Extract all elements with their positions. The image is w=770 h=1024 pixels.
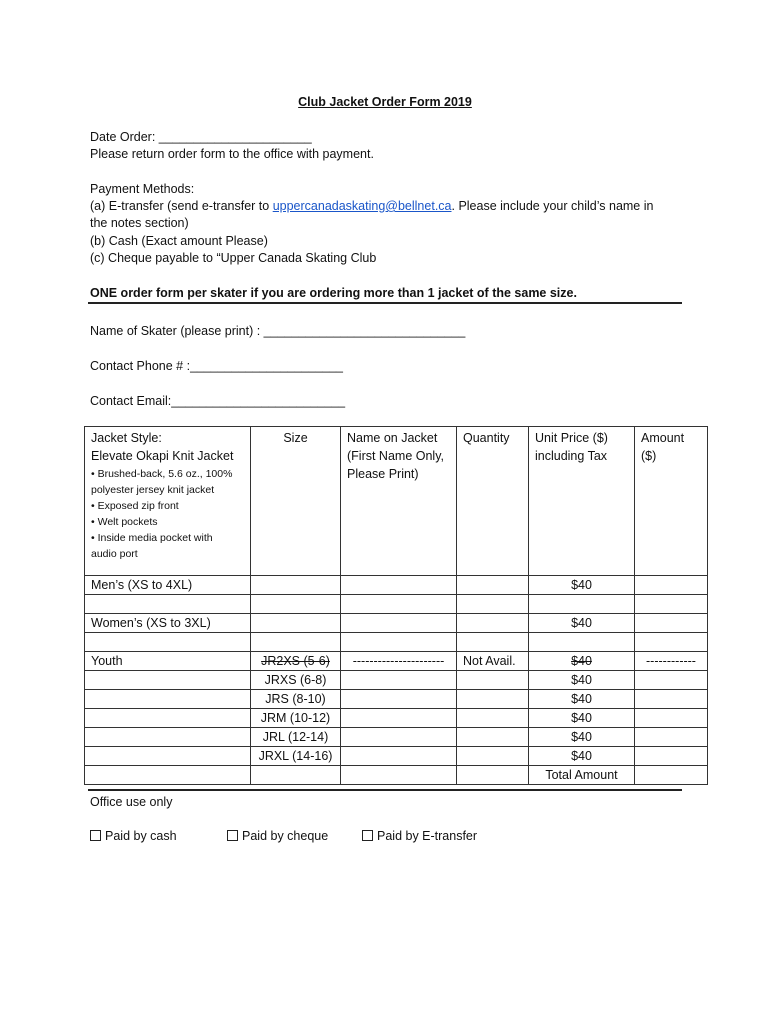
paid-cheque-option[interactable] [227, 828, 328, 846]
name-header-line: Please Print) [347, 467, 419, 481]
bullet-line: • Brushed-back, 5.6 oz., 100% [91, 468, 233, 480]
amount-cell[interactable] [635, 747, 708, 766]
amount-cell[interactable] [635, 709, 708, 728]
payment-a-continuation: the notes section) [90, 216, 189, 230]
return-note: Please return order form to the office with payment. [90, 147, 374, 161]
payment-a-prefix: (a) E-transfer (send e-transfer to [90, 199, 273, 213]
email-link[interactable]: uppercanadaskating@bellnet.ca [272, 199, 452, 213]
amount-cell[interactable] [635, 614, 708, 633]
womens-label: Women’s (XS to 3XL) [85, 614, 251, 633]
price-cell: $40 [529, 671, 635, 690]
price-header-line: including Tax [535, 449, 608, 463]
total-label: Total Amount [529, 766, 635, 785]
contact-phone-field[interactable]: Contact Phone # :______________________ [90, 359, 344, 373]
size-cell: JRL (12-14) [251, 728, 341, 747]
price-cell: $40 [529, 652, 635, 671]
bullet-line: polyester jersey knit jacket [91, 484, 215, 496]
quantity-cell[interactable] [457, 728, 529, 747]
divider [88, 789, 682, 791]
name-cell[interactable] [341, 728, 457, 747]
paid-etransfer-option[interactable] [362, 828, 477, 846]
office-use-heading: Office use only [90, 795, 173, 809]
quantity-cell[interactable] [457, 671, 529, 690]
order-table [84, 426, 708, 785]
payment-heading: Payment Methods: [90, 182, 195, 196]
quantity-cell[interactable] [457, 709, 529, 728]
paid-etransfer-label: Paid by E-transfer [377, 829, 478, 843]
price-cell: $40 [529, 576, 635, 595]
quantity-header: Quantity [457, 427, 529, 576]
date-order-field[interactable]: Date Order: ______________________ [90, 130, 312, 144]
price-header-line: Unit Price ($) [535, 431, 608, 445]
amount-cell[interactable] [635, 576, 708, 595]
size-cell: JR2XS (5-6) [251, 652, 341, 671]
payment-option-a [90, 198, 653, 216]
table-row-youth [85, 652, 708, 671]
size-cell: JRM (10-12) [251, 709, 341, 728]
bullet-line: • Welt pockets [91, 516, 158, 528]
price-header [529, 427, 635, 576]
size-cell: JRXL (14-16) [251, 747, 341, 766]
bullet-line: audio port [91, 548, 138, 560]
checkbox-icon[interactable] [90, 830, 101, 841]
table-row-spacer [85, 633, 708, 652]
table-row-spacer [85, 595, 708, 614]
paid-cash-label: Paid by cash [105, 829, 177, 843]
skater-name-field[interactable]: Name of Skater (please print) : _____________________________ [90, 324, 466, 338]
table-row-womens [85, 614, 708, 633]
size-header: Size [251, 427, 341, 576]
amount-cell: ------------ [635, 652, 708, 671]
price-cell: $40 [529, 709, 635, 728]
name-header-line: Name on Jacket [347, 431, 438, 445]
checkbox-icon[interactable] [227, 830, 238, 841]
quantity-cell[interactable] [457, 614, 529, 633]
name-cell: ---------------------- [341, 652, 457, 671]
name-cell[interactable] [341, 576, 457, 595]
amount-header-line: ($) [641, 449, 657, 463]
amount-cell[interactable] [635, 690, 708, 709]
amount-header-line: Amount [641, 431, 685, 445]
name-cell[interactable] [341, 614, 457, 633]
one-order-note: ONE order form per skater if you are ordering more than 1 jacket of the same size. [90, 286, 577, 300]
table-header-row [85, 427, 708, 576]
youth-label: Youth [85, 652, 251, 671]
amount-header [635, 427, 708, 576]
price-cell: $40 [529, 747, 635, 766]
amount-cell[interactable] [635, 728, 708, 747]
payment-option-c: (c) Cheque payable to “Upper Canada Skating Club [90, 251, 377, 265]
mens-label: Men’s (XS to 4XL) [85, 576, 251, 595]
size-cell: JRXS (6-8) [251, 671, 341, 690]
table-row [85, 728, 708, 747]
divider [88, 302, 682, 304]
quantity-cell[interactable] [457, 690, 529, 709]
table-row [85, 671, 708, 690]
price-cell: $40 [529, 728, 635, 747]
name-cell[interactable] [341, 690, 457, 709]
quantity-cell: Not Avail. [457, 652, 529, 671]
bullet-line: • Inside media pocket with [91, 532, 213, 544]
payment-option-b: (b) Cash (Exact amount Please) [90, 234, 268, 248]
style-name: Elevate Okapi Knit Jacket [91, 449, 234, 463]
name-cell[interactable] [341, 747, 457, 766]
price-cell: $40 [529, 690, 635, 709]
table-row [85, 709, 708, 728]
name-header [341, 427, 457, 576]
bullet-line: • Exposed zip front [91, 500, 179, 512]
table-row-mens [85, 576, 708, 595]
checkbox-icon[interactable] [362, 830, 373, 841]
size-cell[interactable] [251, 614, 341, 633]
name-header-line: (First Name Only, [347, 449, 444, 463]
style-header [85, 427, 251, 576]
name-cell[interactable] [341, 709, 457, 728]
payment-a-suffix: . Please include your child’s name in [451, 199, 654, 213]
total-amount-cell[interactable] [635, 766, 708, 785]
size-cell: JRS (8-10) [251, 690, 341, 709]
name-cell[interactable] [341, 671, 457, 690]
quantity-cell[interactable] [457, 747, 529, 766]
quantity-cell[interactable] [457, 576, 529, 595]
size-cell[interactable] [251, 576, 341, 595]
style-label: Jacket Style: [91, 431, 162, 445]
form-title: Club Jacket Order Form 2019 [298, 95, 472, 109]
table-row [85, 690, 708, 709]
contact-email-field[interactable]: Contact Email:_________________________ [90, 394, 346, 408]
paid-cheque-label: Paid by cheque [242, 829, 329, 843]
style-bullets [91, 466, 244, 562]
paid-cash-option[interactable] [90, 828, 177, 846]
table-row [85, 747, 708, 766]
amount-cell[interactable] [635, 671, 708, 690]
table-row-total [85, 766, 708, 785]
price-cell: $40 [529, 614, 635, 633]
